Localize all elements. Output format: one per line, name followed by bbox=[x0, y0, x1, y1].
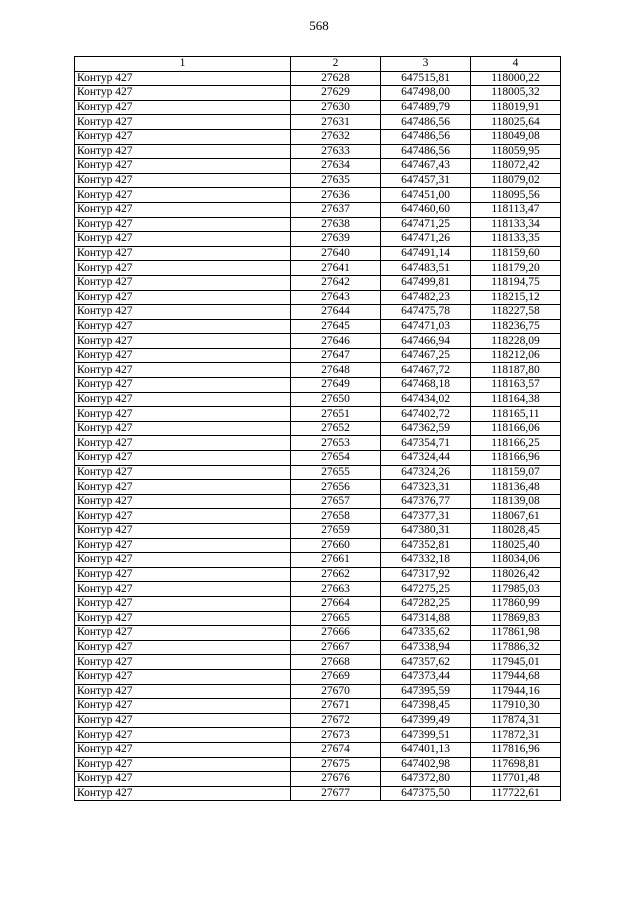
point-number-cell: 27653 bbox=[291, 436, 381, 451]
x-coordinate-cell: 647468,18 bbox=[381, 378, 471, 393]
contour-name-cell: Контур 427 bbox=[75, 363, 291, 378]
y-coordinate-cell: 118163,57 bbox=[471, 378, 561, 393]
x-coordinate-cell: 647282,25 bbox=[381, 596, 471, 611]
contour-name-cell: Контур 427 bbox=[75, 728, 291, 743]
x-coordinate-cell: 647467,25 bbox=[381, 348, 471, 363]
x-coordinate-cell: 647323,31 bbox=[381, 480, 471, 495]
table-row bbox=[75, 509, 561, 524]
contour-name-cell: Контур 427 bbox=[75, 494, 291, 509]
table-row bbox=[75, 786, 561, 801]
table-row bbox=[75, 538, 561, 553]
table-row bbox=[75, 436, 561, 451]
point-number-cell: 27676 bbox=[291, 772, 381, 787]
y-coordinate-cell: 117944,68 bbox=[471, 669, 561, 684]
x-coordinate-cell: 647451,00 bbox=[381, 188, 471, 203]
x-coordinate-cell: 647317,92 bbox=[381, 567, 471, 582]
point-number-cell: 27646 bbox=[291, 334, 381, 349]
x-coordinate-cell: 647362,59 bbox=[381, 421, 471, 436]
x-coordinate-cell: 647499,81 bbox=[381, 275, 471, 290]
contour-name-cell: Контур 427 bbox=[75, 421, 291, 436]
y-coordinate-cell: 118095,56 bbox=[471, 188, 561, 203]
y-coordinate-cell: 118025,64 bbox=[471, 115, 561, 130]
table-row bbox=[75, 334, 561, 349]
y-coordinate-cell: 117701,48 bbox=[471, 772, 561, 787]
contour-name-cell: Контур 427 bbox=[75, 757, 291, 772]
x-coordinate-cell: 647314,88 bbox=[381, 611, 471, 626]
point-number-cell: 27658 bbox=[291, 509, 381, 524]
point-number-cell: 27633 bbox=[291, 144, 381, 159]
contour-name-cell: Контур 427 bbox=[75, 567, 291, 582]
y-coordinate-cell: 118166,96 bbox=[471, 451, 561, 466]
x-coordinate-cell: 647335,62 bbox=[381, 626, 471, 641]
y-coordinate-cell: 118133,35 bbox=[471, 232, 561, 247]
x-coordinate-cell: 647402,72 bbox=[381, 407, 471, 422]
table-row bbox=[75, 348, 561, 363]
point-number-cell: 27662 bbox=[291, 567, 381, 582]
contour-name-cell: Контур 427 bbox=[75, 392, 291, 407]
point-number-cell: 27642 bbox=[291, 275, 381, 290]
point-number-cell: 27675 bbox=[291, 757, 381, 772]
y-coordinate-cell: 118159,07 bbox=[471, 465, 561, 480]
x-coordinate-cell: 647377,31 bbox=[381, 509, 471, 524]
x-coordinate-cell: 647398,45 bbox=[381, 699, 471, 714]
table-row bbox=[75, 480, 561, 495]
contour-name-cell: Контур 427 bbox=[75, 290, 291, 305]
contour-name-cell: Контур 427 bbox=[75, 713, 291, 728]
x-coordinate-cell: 647515,81 bbox=[381, 71, 471, 86]
y-coordinate-cell: 118179,20 bbox=[471, 261, 561, 276]
table-row bbox=[75, 392, 561, 407]
point-number-cell: 27637 bbox=[291, 202, 381, 217]
x-coordinate-cell: 647401,13 bbox=[381, 742, 471, 757]
contour-name-cell: Контур 427 bbox=[75, 115, 291, 130]
table-row bbox=[75, 582, 561, 597]
y-coordinate-cell: 117910,30 bbox=[471, 699, 561, 714]
y-coordinate-cell: 118028,45 bbox=[471, 524, 561, 539]
contour-name-cell: Контур 427 bbox=[75, 596, 291, 611]
x-coordinate-cell: 647375,50 bbox=[381, 786, 471, 801]
y-coordinate-cell: 118067,61 bbox=[471, 509, 561, 524]
x-coordinate-cell: 647324,44 bbox=[381, 451, 471, 466]
point-number-cell: 27635 bbox=[291, 173, 381, 188]
table-row bbox=[75, 100, 561, 115]
y-coordinate-cell: 118079,02 bbox=[471, 173, 561, 188]
contour-name-cell: Контур 427 bbox=[75, 348, 291, 363]
table-row bbox=[75, 757, 561, 772]
x-coordinate-cell: 647486,56 bbox=[381, 115, 471, 130]
point-number-cell: 27629 bbox=[291, 86, 381, 101]
table-row bbox=[75, 144, 561, 159]
contour-name-cell: Контур 427 bbox=[75, 261, 291, 276]
point-number-cell: 27657 bbox=[291, 494, 381, 509]
x-coordinate-cell: 647467,72 bbox=[381, 363, 471, 378]
contour-name-cell: Контур 427 bbox=[75, 553, 291, 568]
table-row bbox=[75, 728, 561, 743]
x-coordinate-cell: 647466,94 bbox=[381, 334, 471, 349]
point-number-cell: 27663 bbox=[291, 582, 381, 597]
contour-name-cell: Контур 427 bbox=[75, 509, 291, 524]
table-row bbox=[75, 640, 561, 655]
page-number: 568 bbox=[309, 18, 329, 33]
y-coordinate-cell: 118136,48 bbox=[471, 480, 561, 495]
x-coordinate-cell: 647475,78 bbox=[381, 305, 471, 320]
contour-name-cell: Контур 427 bbox=[75, 451, 291, 466]
table-row bbox=[75, 611, 561, 626]
table-row bbox=[75, 202, 561, 217]
table-row bbox=[75, 465, 561, 480]
contour-name-cell: Контур 427 bbox=[75, 305, 291, 320]
contour-name-cell: Контур 427 bbox=[75, 699, 291, 714]
point-number-cell: 27648 bbox=[291, 363, 381, 378]
contour-name-cell: Контур 427 bbox=[75, 129, 291, 144]
x-coordinate-cell: 647373,44 bbox=[381, 669, 471, 684]
point-number-cell: 27645 bbox=[291, 319, 381, 334]
point-number-cell: 27652 bbox=[291, 421, 381, 436]
point-number-cell: 27641 bbox=[291, 261, 381, 276]
contour-name-cell: Контур 427 bbox=[75, 786, 291, 801]
table-row bbox=[75, 524, 561, 539]
point-number-cell: 27673 bbox=[291, 728, 381, 743]
point-number-cell: 27636 bbox=[291, 188, 381, 203]
contour-name-cell: Контур 427 bbox=[75, 465, 291, 480]
contour-name-cell: Контур 427 bbox=[75, 655, 291, 670]
y-coordinate-cell: 117872,31 bbox=[471, 728, 561, 743]
contour-name-cell: Контур 427 bbox=[75, 217, 291, 232]
table-row bbox=[75, 596, 561, 611]
table-row bbox=[75, 290, 561, 305]
table-row bbox=[75, 305, 561, 320]
y-coordinate-cell: 118215,12 bbox=[471, 290, 561, 305]
contour-name-cell: Контур 427 bbox=[75, 86, 291, 101]
contour-name-cell: Контур 427 bbox=[75, 71, 291, 86]
point-number-cell: 27665 bbox=[291, 611, 381, 626]
header-row bbox=[75, 57, 561, 72]
table-row bbox=[75, 261, 561, 276]
contour-name-cell: Контур 427 bbox=[75, 772, 291, 787]
y-coordinate-cell: 118059,95 bbox=[471, 144, 561, 159]
point-number-cell: 27677 bbox=[291, 786, 381, 801]
contour-name-cell: Контур 427 bbox=[75, 334, 291, 349]
x-coordinate-cell: 647471,25 bbox=[381, 217, 471, 232]
y-coordinate-cell: 117945,01 bbox=[471, 655, 561, 670]
contour-name-cell: Контур 427 bbox=[75, 159, 291, 174]
contour-name-cell: Контур 427 bbox=[75, 669, 291, 684]
y-coordinate-cell: 118019,91 bbox=[471, 100, 561, 115]
table-row bbox=[75, 655, 561, 670]
point-number-cell: 27650 bbox=[291, 392, 381, 407]
table-row bbox=[75, 246, 561, 261]
y-coordinate-cell: 118187,80 bbox=[471, 363, 561, 378]
table-row bbox=[75, 713, 561, 728]
table-row bbox=[75, 217, 561, 232]
table-row bbox=[75, 86, 561, 101]
contour-name-cell: Контур 427 bbox=[75, 640, 291, 655]
contour-name-cell: Контур 427 bbox=[75, 275, 291, 290]
x-coordinate-cell: 647275,25 bbox=[381, 582, 471, 597]
point-number-cell: 27669 bbox=[291, 669, 381, 684]
table-row bbox=[75, 275, 561, 290]
y-coordinate-cell: 118194,75 bbox=[471, 275, 561, 290]
table-row bbox=[75, 626, 561, 641]
point-number-cell: 27630 bbox=[291, 100, 381, 115]
point-number-cell: 27671 bbox=[291, 699, 381, 714]
y-coordinate-cell: 117985,03 bbox=[471, 582, 561, 597]
x-coordinate-cell: 647460,60 bbox=[381, 202, 471, 217]
contour-name-cell: Контур 427 bbox=[75, 378, 291, 393]
x-coordinate-cell: 647498,00 bbox=[381, 86, 471, 101]
contour-name-cell: Контур 427 bbox=[75, 202, 291, 217]
point-number-cell: 27655 bbox=[291, 465, 381, 480]
y-coordinate-cell: 118005,32 bbox=[471, 86, 561, 101]
point-number-cell: 27644 bbox=[291, 305, 381, 320]
point-number-cell: 27654 bbox=[291, 451, 381, 466]
y-coordinate-cell: 118159,60 bbox=[471, 246, 561, 261]
header-col-4: 4 bbox=[471, 57, 561, 72]
point-number-cell: 27664 bbox=[291, 596, 381, 611]
point-number-cell: 27659 bbox=[291, 524, 381, 539]
point-number-cell: 27639 bbox=[291, 232, 381, 247]
y-coordinate-cell: 117860,99 bbox=[471, 596, 561, 611]
x-coordinate-cell: 647491,14 bbox=[381, 246, 471, 261]
x-coordinate-cell: 647399,51 bbox=[381, 728, 471, 743]
y-coordinate-cell: 117874,31 bbox=[471, 713, 561, 728]
x-coordinate-cell: 647357,62 bbox=[381, 655, 471, 670]
contour-name-cell: Контур 427 bbox=[75, 742, 291, 757]
point-number-cell: 27656 bbox=[291, 480, 381, 495]
table-row bbox=[75, 669, 561, 684]
table-row bbox=[75, 232, 561, 247]
coordinates-table bbox=[74, 56, 561, 801]
table-row bbox=[75, 319, 561, 334]
header-col-3: 3 bbox=[381, 57, 471, 72]
point-number-cell: 27667 bbox=[291, 640, 381, 655]
contour-name-cell: Контур 427 bbox=[75, 144, 291, 159]
table-row bbox=[75, 363, 561, 378]
table-row bbox=[75, 421, 561, 436]
contour-name-cell: Контур 427 bbox=[75, 582, 291, 597]
y-coordinate-cell: 118049,08 bbox=[471, 129, 561, 144]
y-coordinate-cell: 117861,98 bbox=[471, 626, 561, 641]
table-row bbox=[75, 115, 561, 130]
contour-name-cell: Контур 427 bbox=[75, 232, 291, 247]
x-coordinate-cell: 647486,56 bbox=[381, 144, 471, 159]
contour-name-cell: Контур 427 bbox=[75, 188, 291, 203]
x-coordinate-cell: 647380,31 bbox=[381, 524, 471, 539]
x-coordinate-cell: 647467,43 bbox=[381, 159, 471, 174]
point-number-cell: 27647 bbox=[291, 348, 381, 363]
x-coordinate-cell: 647376,77 bbox=[381, 494, 471, 509]
contour-name-cell: Контур 427 bbox=[75, 173, 291, 188]
x-coordinate-cell: 647332,18 bbox=[381, 553, 471, 568]
point-number-cell: 27661 bbox=[291, 553, 381, 568]
contour-name-cell: Контур 427 bbox=[75, 626, 291, 641]
point-number-cell: 27672 bbox=[291, 713, 381, 728]
table-row bbox=[75, 129, 561, 144]
y-coordinate-cell: 118166,25 bbox=[471, 436, 561, 451]
y-coordinate-cell: 118026,42 bbox=[471, 567, 561, 582]
y-coordinate-cell: 117944,16 bbox=[471, 684, 561, 699]
y-coordinate-cell: 118228,09 bbox=[471, 334, 561, 349]
point-number-cell: 27638 bbox=[291, 217, 381, 232]
x-coordinate-cell: 647457,31 bbox=[381, 173, 471, 188]
y-coordinate-cell: 118212,06 bbox=[471, 348, 561, 363]
contour-name-cell: Контур 427 bbox=[75, 436, 291, 451]
table-row bbox=[75, 451, 561, 466]
x-coordinate-cell: 647352,81 bbox=[381, 538, 471, 553]
contour-name-cell: Контур 427 bbox=[75, 611, 291, 626]
header-col-1: 1 bbox=[75, 57, 291, 72]
x-coordinate-cell: 647471,03 bbox=[381, 319, 471, 334]
point-number-cell: 27668 bbox=[291, 655, 381, 670]
contour-name-cell: Контур 427 bbox=[75, 524, 291, 539]
point-number-cell: 27666 bbox=[291, 626, 381, 641]
table-row bbox=[75, 407, 561, 422]
table-row bbox=[75, 173, 561, 188]
point-number-cell: 27634 bbox=[291, 159, 381, 174]
point-number-cell: 27631 bbox=[291, 115, 381, 130]
table-row bbox=[75, 567, 561, 582]
table-row bbox=[75, 772, 561, 787]
x-coordinate-cell: 647471,26 bbox=[381, 232, 471, 247]
point-number-cell: 27640 bbox=[291, 246, 381, 261]
y-coordinate-cell: 118133,34 bbox=[471, 217, 561, 232]
y-coordinate-cell: 118165,11 bbox=[471, 407, 561, 422]
x-coordinate-cell: 647324,26 bbox=[381, 465, 471, 480]
header-col-2: 2 bbox=[291, 57, 381, 72]
contour-name-cell: Контур 427 bbox=[75, 684, 291, 699]
contour-name-cell: Контур 427 bbox=[75, 538, 291, 553]
point-number-cell: 27632 bbox=[291, 129, 381, 144]
table-row bbox=[75, 71, 561, 86]
table-header bbox=[75, 57, 561, 72]
point-number-cell: 27674 bbox=[291, 742, 381, 757]
x-coordinate-cell: 647489,79 bbox=[381, 100, 471, 115]
table-row bbox=[75, 188, 561, 203]
y-coordinate-cell: 118236,75 bbox=[471, 319, 561, 334]
contour-name-cell: Контур 427 bbox=[75, 407, 291, 422]
y-coordinate-cell: 118072,42 bbox=[471, 159, 561, 174]
x-coordinate-cell: 647483,51 bbox=[381, 261, 471, 276]
y-coordinate-cell: 117722,61 bbox=[471, 786, 561, 801]
contour-name-cell: Контур 427 bbox=[75, 319, 291, 334]
table-row bbox=[75, 494, 561, 509]
y-coordinate-cell: 117698,81 bbox=[471, 757, 561, 772]
y-coordinate-cell: 118025,40 bbox=[471, 538, 561, 553]
y-coordinate-cell: 118164,38 bbox=[471, 392, 561, 407]
x-coordinate-cell: 647482,23 bbox=[381, 290, 471, 305]
point-number-cell: 27643 bbox=[291, 290, 381, 305]
x-coordinate-cell: 647434,02 bbox=[381, 392, 471, 407]
contour-name-cell: Контур 427 bbox=[75, 246, 291, 261]
y-coordinate-cell: 118113,47 bbox=[471, 202, 561, 217]
x-coordinate-cell: 647486,56 bbox=[381, 129, 471, 144]
point-number-cell: 27660 bbox=[291, 538, 381, 553]
y-coordinate-cell: 118139,08 bbox=[471, 494, 561, 509]
x-coordinate-cell: 647395,59 bbox=[381, 684, 471, 699]
x-coordinate-cell: 647402,98 bbox=[381, 757, 471, 772]
table-row bbox=[75, 684, 561, 699]
point-number-cell: 27649 bbox=[291, 378, 381, 393]
x-coordinate-cell: 647399,49 bbox=[381, 713, 471, 728]
y-coordinate-cell: 117869,83 bbox=[471, 611, 561, 626]
table-body bbox=[75, 71, 561, 801]
y-coordinate-cell: 118000,22 bbox=[471, 71, 561, 86]
table-row bbox=[75, 699, 561, 714]
x-coordinate-cell: 647372,80 bbox=[381, 772, 471, 787]
y-coordinate-cell: 117816,96 bbox=[471, 742, 561, 757]
contour-name-cell: Контур 427 bbox=[75, 100, 291, 115]
y-coordinate-cell: 118227,58 bbox=[471, 305, 561, 320]
table-row bbox=[75, 378, 561, 393]
table-row bbox=[75, 553, 561, 568]
point-number-cell: 27628 bbox=[291, 71, 381, 86]
table-row bbox=[75, 742, 561, 757]
point-number-cell: 27651 bbox=[291, 407, 381, 422]
point-number-cell: 27670 bbox=[291, 684, 381, 699]
y-coordinate-cell: 117886,32 bbox=[471, 640, 561, 655]
table-row bbox=[75, 159, 561, 174]
x-coordinate-cell: 647338,94 bbox=[381, 640, 471, 655]
y-coordinate-cell: 118034,06 bbox=[471, 553, 561, 568]
x-coordinate-cell: 647354,71 bbox=[381, 436, 471, 451]
y-coordinate-cell: 118166,06 bbox=[471, 421, 561, 436]
contour-name-cell: Контур 427 bbox=[75, 480, 291, 495]
